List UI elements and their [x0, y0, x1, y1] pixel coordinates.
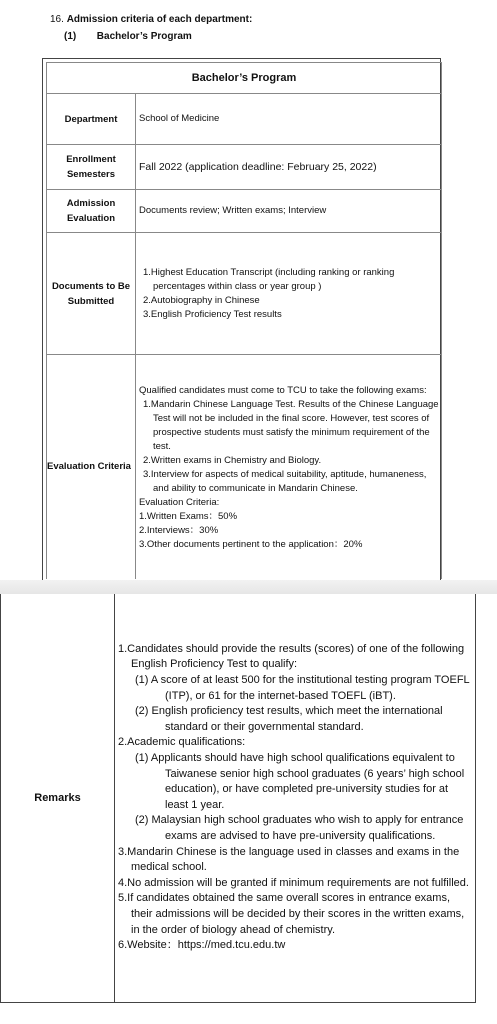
remarks-body — [115, 594, 476, 1002]
department-label: Department — [47, 94, 136, 145]
list-item: 1.Highest Education Transcript (including ranking or ranking percentages within class or year group ) — [143, 266, 395, 292]
list-item: Evaluation Criteria: — [139, 496, 220, 508]
admission-evaluation-label: Admission Evaluation — [47, 190, 136, 233]
list-item: (1) A score of at least 500 for the institutional testing program TOEFL (ITP), or 61 for the internet-based TOEFL (iBT). — [135, 674, 470, 702]
enrollment-value: Fall 2022 (application deadline: February 25, 2022) — [136, 145, 442, 190]
list-item: 3.Other documents pertinent to the application：20% — [139, 538, 363, 550]
department-value: School of Medicine — [136, 94, 442, 145]
list-item: (2) English proficiency test results, which meet the international standard or their governmental standard. — [135, 705, 443, 733]
list-item: 2.Academic qualifications: — [118, 736, 246, 749]
documents-label: Documents to Be Submitted — [47, 233, 136, 355]
enrollment-label: Enrollment Semesters — [47, 145, 136, 190]
bachelor-program-table — [46, 62, 442, 579]
page-break — [0, 580, 497, 594]
list-item: 2.Written exams in Chemistry and Biology. — [143, 454, 322, 466]
page-two — [0, 594, 497, 1024]
list-item: 5.If candidates obtained the same overall scores in entrance exams, their admissions will be decided by their scores in the written exams, in the order of biology ahead of chemistry. — [118, 892, 465, 936]
list-item: 1.Written Exams：50% — [139, 510, 238, 522]
evaluation-criteria-value — [136, 355, 442, 579]
list-item: Qualified candidates must come to TCU to take the following exams: — [139, 384, 427, 396]
list-item: 2.Interviews：30% — [139, 524, 219, 536]
list-item: 1.Mandarin Chinese Language Test. Results of the Chinese Language Test will not be included in the final score. However, test scores of prospective students must satisfy the minimum requirement of the test. — [143, 398, 439, 452]
list-item: 1.Candidates should provide the results (scores) of one of the following English Proficiency Test to qualify: — [118, 642, 465, 671]
section-number: 16. — [50, 14, 64, 25]
website-item: 6.Website：https://med.tcu.edu.tw — [118, 939, 286, 952]
list-item: 3.Mandarin Chinese is the language used in classes and exams in the medical school. — [118, 845, 460, 874]
list-item: 4.No admission will be granted if minimum requirements are not fulfilled. — [118, 876, 469, 889]
subsection-heading — [64, 31, 192, 42]
subsection-title: Bachelor’s Program — [96, 31, 192, 42]
remarks-table — [0, 594, 476, 1003]
admission-evaluation-value: Documents review; Written exams; Interview — [136, 190, 442, 233]
evaluation-criteria-label: Evaluation Criteria — [47, 355, 136, 579]
section-heading — [50, 14, 252, 25]
table-title: Bachelor’s Program — [47, 63, 442, 94]
list-item: 2.Autobiography in Chinese — [143, 294, 260, 306]
section-title: Admission criteria of each department: — [66, 14, 253, 25]
subsection-number: (1) — [64, 31, 77, 42]
list-item: (2) Malaysian high school graduates who wish to apply for entrance exams are advised to have pre-university qualifications. — [135, 814, 464, 842]
list-item: (1) Applicants should have high school qualifications equivalent to Taiwanese senior high school graduates (6 years’ high school education), or have completed pre-university studies for at least 1 year. — [135, 751, 465, 811]
list-item: 3.Interview for aspects of medical suitability, aptitude, humaneness, and ability to communicate in Mandarin Chinese. — [143, 468, 427, 494]
list-item: 3.English Proficiency Test results — [143, 308, 282, 320]
documents-value — [136, 233, 442, 355]
remarks-label: Remarks — [1, 594, 115, 1002]
